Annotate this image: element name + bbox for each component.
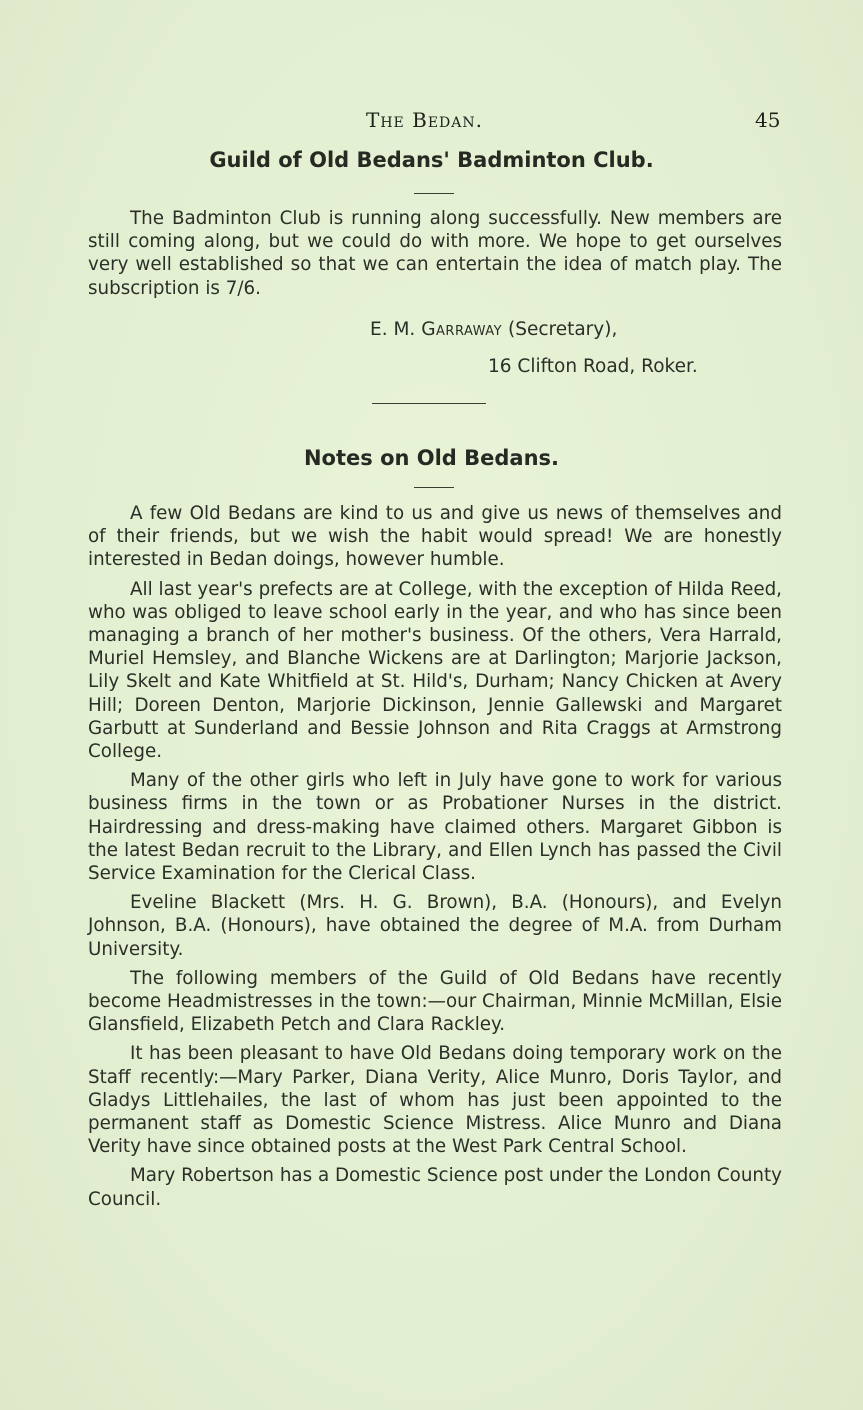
badminton-section-body [88, 207, 782, 306]
notes-paragraph: It has been pleasant to have Old Bedans doing temporary work on the Staff recently:—Mary Parker, Diana Verity, Alice Munro, Doris Taylor, and Gladys Littlehailes, the last of whom has just been appointed to the permanent staff as Domestic Science Mistress. Alice Munro and Diana Verity have since obtained posts at the West Park Central School. [88, 1043, 782, 1158]
running-header [0, 108, 863, 138]
signature-address: 16 Clifton Road, Roker. [488, 356, 698, 377]
section-divider [372, 403, 486, 404]
notes-paragraph: All last year's prefects are at College, with the exception of Hilda Reed, who was obliged to leave school early in the year, and who has since been managing a branch of her mother's business. Of the others, Vera Harrald, Muriel Hemsley, and Blanche Wickens are at Darlington; Marjorie Jackson, Lily Skelt and Kate Whitfield at St. Hild's, Durham; Nancy Chicken at Avery Hill; Doreen Denton, Marjorie Dickinson, Jennie Gallewski and Margaret Garbutt at Sunderland and Bessie Johnson and Rita Craggs at Armstrong College. [88, 578, 782, 763]
notes-section-body [88, 502, 782, 1217]
notes-paragraph: Eveline Blackett (Mrs. H. G. Brown), B.A. (Honours), and Evelyn Johnson, B.A. (Honours), have obtained the degree of M.A. from Durham University. [88, 892, 782, 960]
badminton-paragraph: The Badminton Club is running along successfully. New members are still coming along, but we could do with more. We hope to get ourselves very well established so that we can entertain the idea of match play. The subscription is 7/6. [88, 208, 782, 299]
signature-initials: E. M. [370, 319, 416, 340]
short-rule [414, 193, 454, 194]
notes-paragraph: Many of the other girls who left in July have gone to work for various business firms in the town or as Probationer Nurses in the district. Hairdressing and dress-making have claimed others. Margaret Gibbon is the latest Bedan recruit to the Library, and Ellen Lynch has passed the Civil Service Examination for the Clerical Class. [88, 770, 782, 885]
notes-heading: Notes on Old Bedans. [303, 446, 560, 470]
signature-line [370, 319, 617, 340]
notes-paragraph: A few Old Bedans are kind to us and give us news of themselves and of their friends, but we wish the habit would spread! We are honestly interested in Bedan doings, however humble. [88, 503, 782, 571]
running-title: The Bedan. [366, 108, 483, 132]
notes-paragraph: Mary Robertson has a Domestic Science post under the London County Council. [88, 1165, 782, 1210]
notes-paragraph: The following members of the Guild of Old Bedans have recently become Headmistresses in the town:—our Chairman, Minnie McMillan, Elsie Glansfield, Elizabeth Petch and Clara Rackley. [88, 967, 782, 1036]
badminton-club-heading: Guild of Old Bedans' Badminton Club. [209, 148, 654, 172]
page-number: 45 [755, 108, 781, 132]
signature-role: (Secretary), [508, 319, 618, 340]
short-rule [414, 487, 454, 488]
signature-name: Garraway [421, 319, 503, 340]
